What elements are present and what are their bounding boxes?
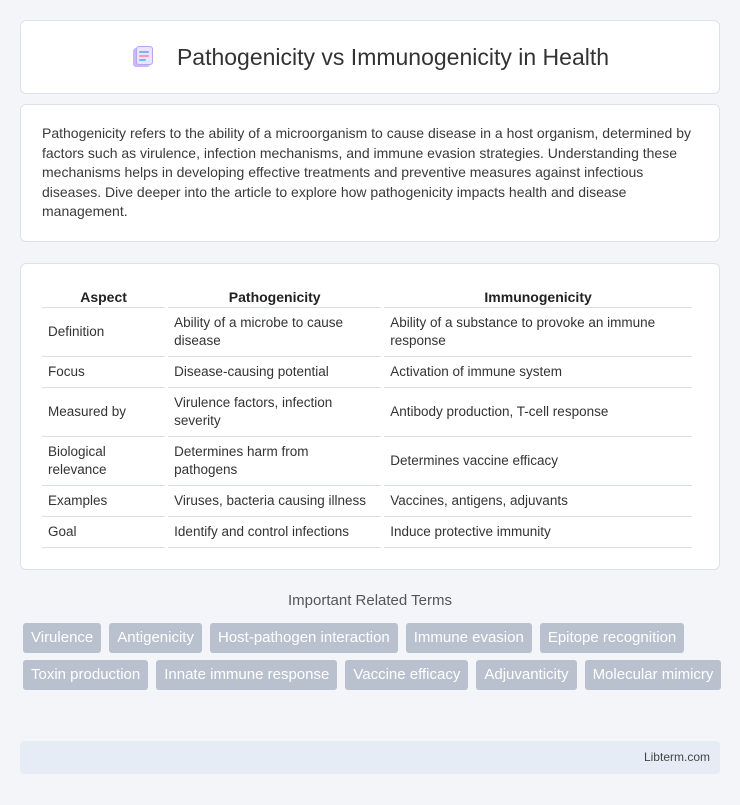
table-cell: Viruses, bacteria causing illness <box>168 486 381 517</box>
table-header-row <box>42 286 692 308</box>
table-cell: Determines vaccine efficacy <box>384 437 692 486</box>
related-terms-list <box>23 623 723 690</box>
document-icon <box>131 45 155 69</box>
table-row <box>42 308 692 357</box>
table-cell: Identify and control infections <box>168 517 381 548</box>
header-card <box>20 20 720 94</box>
table-cell: Focus <box>42 357 165 388</box>
table-cell: Determines harm from pathogens <box>168 437 381 486</box>
table-cell: Activation of immune system <box>384 357 692 388</box>
table-cell: Ability of a substance to provoke an immune response <box>384 308 692 357</box>
table-cell: Antibody production, T-cell response <box>384 388 692 437</box>
table-cell: Vaccines, antigens, adjuvants <box>384 486 692 517</box>
comparison-table <box>39 286 695 548</box>
table-row <box>42 517 692 548</box>
column-header-aspect: Aspect <box>42 286 165 308</box>
table-cell: Biological relevance <box>42 437 165 486</box>
tag-toxin-production[interactable]: Toxin production <box>23 660 148 690</box>
tag-virulence[interactable]: Virulence <box>23 623 101 653</box>
tag-innate-immune-response[interactable]: Innate immune response <box>156 660 337 690</box>
table-cell: Ability of a microbe to cause disease <box>168 308 381 357</box>
table-row <box>42 486 692 517</box>
tag-vaccine-efficacy[interactable]: Vaccine efficacy <box>345 660 468 690</box>
tag-antigenicity[interactable]: Antigenicity <box>109 623 202 653</box>
comparison-card <box>20 263 720 570</box>
table-cell: Definition <box>42 308 165 357</box>
table-cell: Measured by <box>42 388 165 437</box>
tag-adjuvanticity[interactable]: Adjuvanticity <box>476 660 576 690</box>
related-terms-title: Important Related Terms <box>288 592 452 609</box>
tag-molecular-mimicry[interactable]: Molecular mimicry <box>585 660 722 690</box>
tag-epitope-recognition[interactable]: Epitope recognition <box>540 623 684 653</box>
intro-text: Pathogenicity refers to the ability of a microorganism to cause disease in a host organism, determined by factors such as virulence, infection mechanisms, and immune evasion strategies. Understanding these mechanisms helps in developing effective treatments and preventive measures against infectious diseases. Dive deeper into the article to explore how pathogenicity impacts health and disease management. <box>42 125 691 219</box>
column-header-pathogenicity: Pathogenicity <box>168 286 381 308</box>
intro-card <box>20 104 720 242</box>
tag-host-pathogen-interaction[interactable]: Host-pathogen interaction <box>210 623 398 653</box>
table-cell: Disease-causing potential <box>168 357 381 388</box>
table-cell: Examples <box>42 486 165 517</box>
column-header-immunogenicity: Immunogenicity <box>384 286 692 308</box>
tag-immune-evasion[interactable]: Immune evasion <box>406 623 532 653</box>
table-cell: Induce protective immunity <box>384 517 692 548</box>
table-cell: Virulence factors, infection severity <box>168 388 381 437</box>
table-row <box>42 357 692 388</box>
table-cell: Goal <box>42 517 165 548</box>
table-row <box>42 388 692 437</box>
footer <box>20 741 720 774</box>
footer-site-link[interactable]: Libterm.com <box>643 750 710 764</box>
page-title: Pathogenicity vs Immunogenicity in Health <box>176 43 610 70</box>
table-row <box>42 437 692 486</box>
